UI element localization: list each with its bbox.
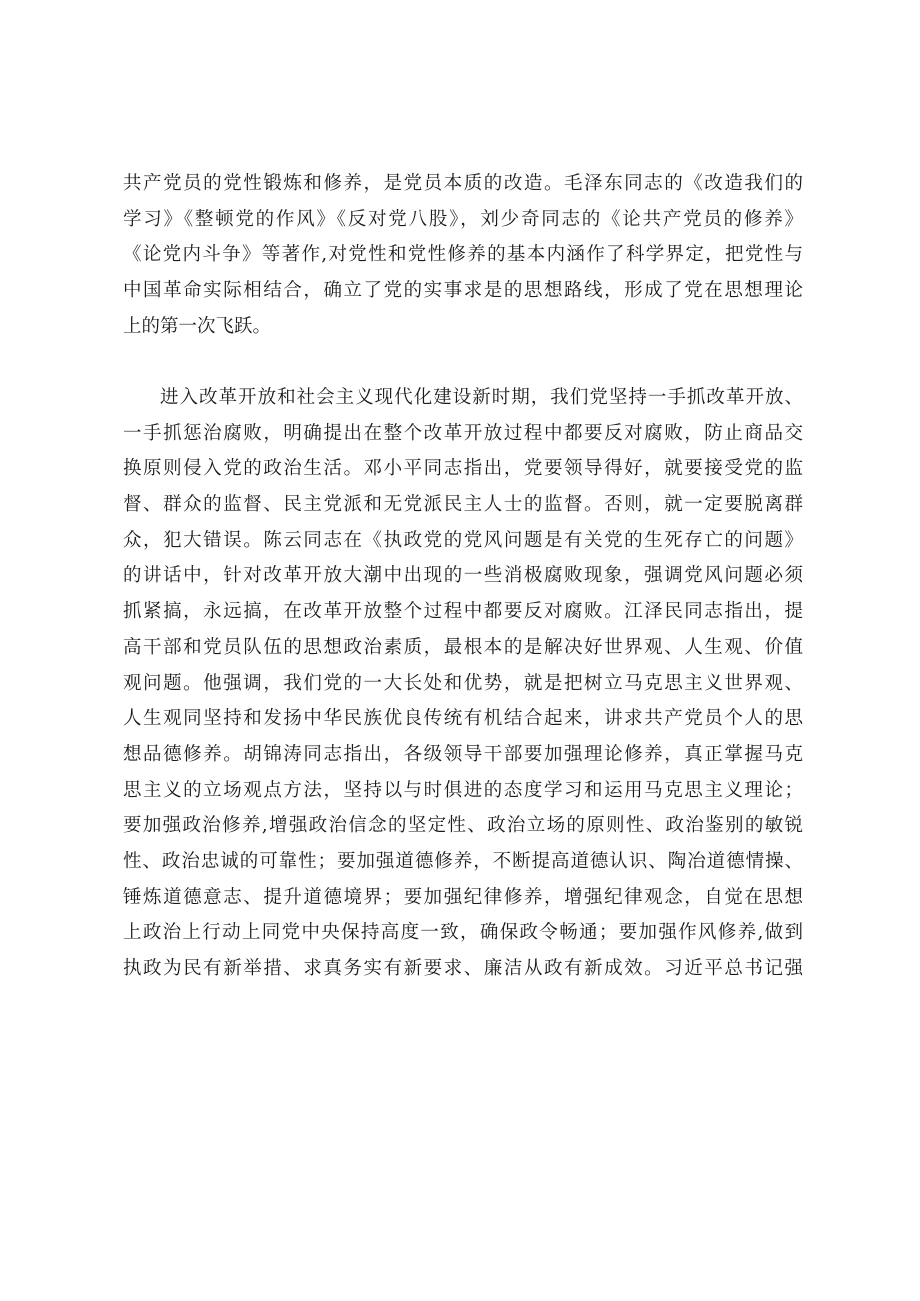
paragraph-line: 一手抓惩治腐败，明确提出在整个改革开放过程中都要反对腐败，防止商品交 [123, 422, 803, 444]
paragraph-line: 想品德修养。胡锦涛同志指出，各级领导干部要加强理论修养，真正掌握马克 [123, 743, 803, 765]
paragraph-line: 思主义的立场观点方法，坚持以与时俱进的态度学习和运用马克思主义理论； [123, 779, 803, 801]
paragraph-line: 督、群众的监督、民主党派和无党派民主人士的监督。否则，就一定要脱离群 [123, 494, 803, 516]
paragraph-line: 进入改革开放和社会主义现代化建设新时期，我们党坚持一手抓改革开放、 [160, 387, 803, 408]
paragraph-line: 执政为民有新举措、求真务实有新要求、廉洁从政有新成效。习近平总书记强 [123, 958, 803, 979]
paragraph-line: 上的第一次飞跃。 [123, 315, 272, 337]
paragraph-2 [123, 380, 803, 987]
paragraph-line: 共产党员的党性锻炼和修养，是党员本质的改造。毛泽东同志的《改造我们的 [123, 173, 803, 194]
paragraph-line: 人生观同坚持和发扬中华民族优良传统有机结合起来，讲求共产党员个人的思 [123, 708, 803, 730]
paragraph-line: 的讲话中，针对改革开放大潮中出现的一些消极腐败现象，强调党风问题必须 [123, 565, 803, 587]
paragraph-line: 学习》《整顿党的作风》《反对党八股》，刘少奇同志的《论共产党员的修养》 [123, 208, 803, 230]
paragraph-line: 观问题。他强调，我们党的一大长处和优势，就是把树立马克思主义世界观、 [123, 672, 803, 694]
paragraph-line: 中国革命实际相结合，确立了党的实事求是的思想路线，形成了党在思想理论 [123, 280, 803, 302]
paragraph-line: 《论党内斗争》等著作,对党性和党性修养的基本内涵作了科学界定，把党性与 [123, 244, 803, 266]
paragraph-line: 抓紧搞，永远搞，在改革开放整个过程中都要反对腐败。江泽民同志指出，提 [123, 601, 803, 623]
paragraph-line: 性、政治忠诚的可靠性；要加强道德修养，不断提高道德认识、陶冶道德情操、 [123, 850, 803, 872]
paragraph-1 [123, 166, 803, 344]
paragraph-line: 换原则侵入党的政治生活。邓小平同志指出，党要领导得好，就要接受党的监 [123, 458, 803, 480]
paragraph-line: 高干部和党员队伍的思想政治素质，最根本的是解决好世界观、人生观、价值 [123, 636, 803, 658]
paragraph-line: 要加强政治修养,增强政治信念的坚定性、政治立场的原则性、政治鉴别的敏锐 [123, 815, 803, 837]
paragraph-line: 锤炼道德意志、提升道德境界；要加强纪律修养，增强纪律观念，自觉在思想 [123, 886, 803, 908]
paragraph-line: 上政治上行动上同党中央保持高度一致，确保政令畅通；要加强作风修养,做到 [123, 922, 803, 944]
paragraph-line: 众，犯大错误。陈云同志在《执政党的党风问题是有关党的生死存亡的问题》 [123, 529, 803, 551]
